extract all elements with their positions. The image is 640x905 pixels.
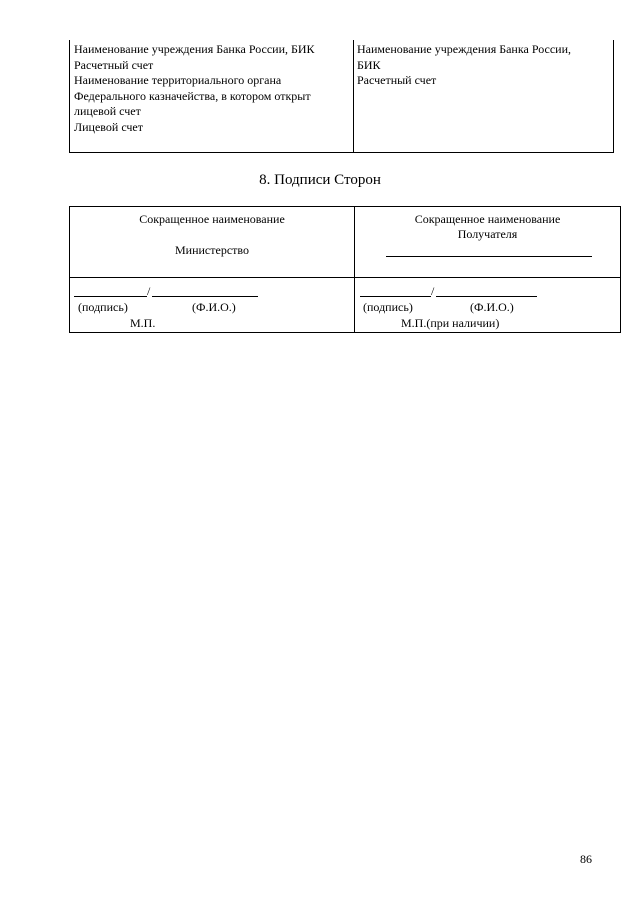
left-signature-line [74, 296, 147, 297]
bank-details-left-cell [74, 42, 346, 135]
left-stamp-label: М.П. [130, 316, 156, 330]
bank-details-table [69, 40, 614, 153]
right-party-name: Получателя [457, 227, 518, 241]
bank-left-line: Лицевой счет [74, 119, 144, 134]
right-stamp-label: М.П.(при наличии) [401, 316, 500, 330]
table-divider [353, 40, 354, 152]
right-party-heading: Сокращенное наименование [414, 212, 561, 226]
left-party-name: Министерство [175, 243, 249, 257]
left-fio-label: (Ф.И.О.) [192, 300, 236, 314]
right-fio-label: (Ф.И.О.) [470, 300, 514, 314]
left-slash: / [147, 284, 151, 298]
bank-right-line: Расчетный счет [357, 73, 437, 87]
bank-details-right-cell [357, 42, 607, 89]
right-signature-line [360, 296, 431, 297]
section-title: 8. Подписи Сторон [259, 172, 381, 188]
left-fio-line [152, 296, 258, 297]
recipient-name-line [386, 256, 592, 257]
bank-right-line: Наименование учреждения Банка России, [357, 42, 571, 56]
right-fio-line [436, 296, 537, 297]
right-signature-label: (подпись) [363, 300, 413, 314]
right-slash: / [431, 284, 435, 298]
left-party-heading: Сокращенное наименование [139, 212, 285, 226]
bank-left-line: Расчетный счет [74, 57, 154, 72]
bank-left-line: Наименование территориального органа [74, 73, 282, 87]
bank-left-line: Наименование учреждения Банка России, БИК [74, 42, 315, 56]
table-divider [70, 277, 620, 278]
page-number: 86 [580, 852, 592, 866]
left-signature-label: (подпись) [78, 300, 128, 314]
bank-left-line: лицевой счет [74, 104, 141, 118]
signatures-table [69, 206, 621, 333]
bank-left-line: Федерального казначейства, в котором открыт [74, 88, 311, 103]
bank-right-line: БИК [357, 57, 381, 72]
